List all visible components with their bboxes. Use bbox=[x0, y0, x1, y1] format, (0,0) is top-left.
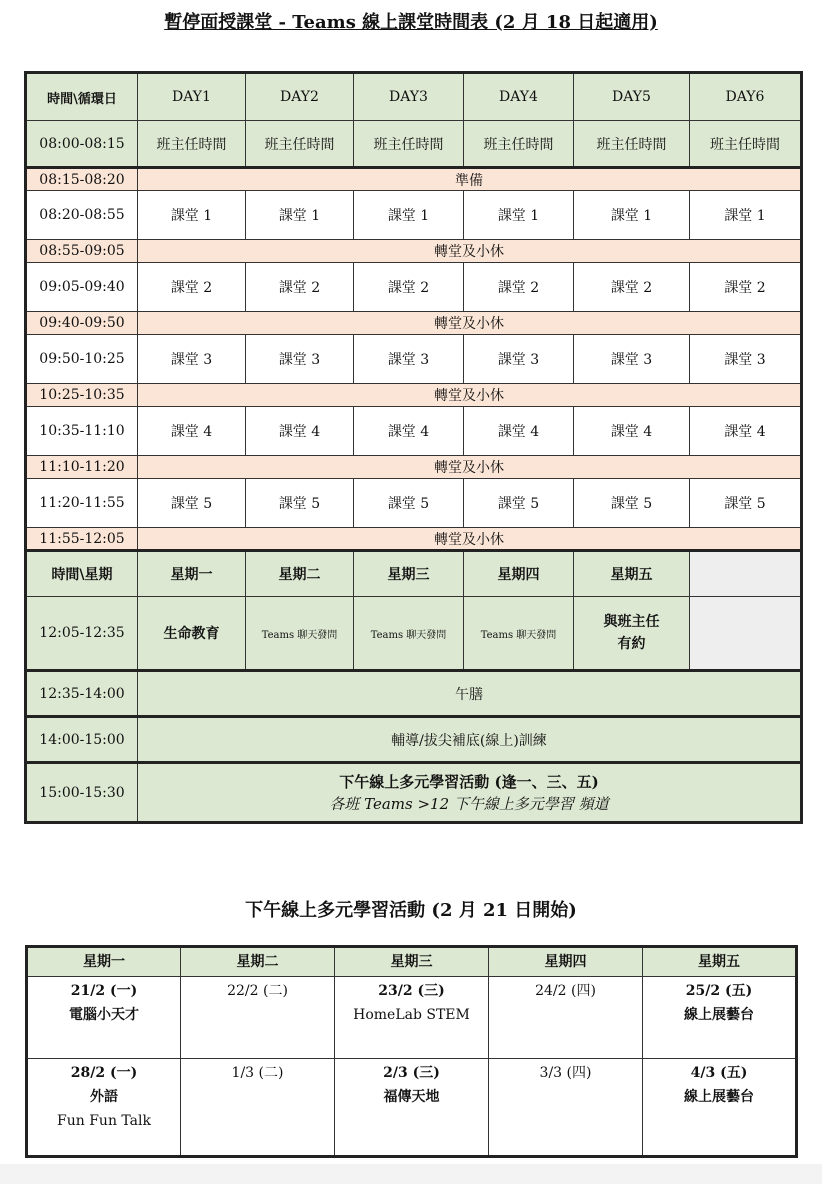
homeroom-cell: 班主任時間 bbox=[690, 121, 802, 168]
activities-header-row bbox=[27, 947, 797, 977]
lesson-cell: 課堂 5 bbox=[354, 479, 464, 528]
header-cell: 時間\星期 bbox=[26, 551, 138, 597]
activity-name: HomeLab STEM bbox=[353, 1007, 470, 1023]
activity-date: 3/3 (四) bbox=[539, 1065, 592, 1081]
header-cell: 星期二 bbox=[181, 947, 335, 977]
activities-table bbox=[25, 945, 798, 1158]
lesson-cell: 課堂 1 bbox=[464, 191, 574, 240]
time-cell: 09:50-10:25 bbox=[26, 335, 138, 384]
lesson-cell: 課堂 1 bbox=[690, 191, 802, 240]
lesson-row bbox=[26, 335, 802, 384]
lunch-cell: 午膳 bbox=[138, 671, 802, 717]
lesson-cell: 課堂 2 bbox=[354, 263, 464, 312]
noon-monday-cell: 生命教育 bbox=[138, 597, 246, 671]
header-cell: DAY6 bbox=[690, 73, 802, 121]
activity-day-cell bbox=[335, 977, 489, 1059]
lesson-cell: 課堂 3 bbox=[354, 335, 464, 384]
activity-day-cell bbox=[335, 1059, 489, 1157]
activity-date: 21/2 (一) bbox=[70, 983, 138, 999]
activity-row bbox=[26, 763, 802, 823]
activity-day-cell bbox=[643, 1059, 797, 1157]
time-cell: 08:20-08:55 bbox=[26, 191, 138, 240]
time-cell: 12:35-14:00 bbox=[26, 671, 138, 717]
activity-date: 2/3 (三) bbox=[383, 1065, 440, 1081]
homeroom-row bbox=[26, 121, 802, 168]
time-cell: 15:00-15:30 bbox=[26, 763, 138, 823]
lesson-cell: 課堂 2 bbox=[246, 263, 354, 312]
header-cell: 星期四 bbox=[464, 551, 574, 597]
header-cell: 星期三 bbox=[354, 551, 464, 597]
header-cell: 星期一 bbox=[27, 947, 181, 977]
lesson-row bbox=[26, 479, 802, 528]
noon-friday-cell bbox=[574, 597, 690, 671]
weekday-header-row bbox=[26, 551, 802, 597]
activity-day-cell bbox=[181, 977, 335, 1059]
activities-week-row bbox=[27, 1059, 797, 1157]
activity-day-cell bbox=[489, 1059, 643, 1157]
lesson-cell: 課堂 3 bbox=[574, 335, 690, 384]
header-cell: 星期一 bbox=[138, 551, 246, 597]
header-cell: DAY5 bbox=[574, 73, 690, 121]
lesson-cell: 課堂 1 bbox=[574, 191, 690, 240]
header-cell: 星期五 bbox=[574, 551, 690, 597]
time-cell: 11:10-11:20 bbox=[26, 456, 138, 479]
break-cell: 轉堂及小休 bbox=[138, 312, 802, 335]
noon-row bbox=[26, 597, 802, 671]
header-cell: DAY1 bbox=[138, 73, 246, 121]
lesson-cell: 課堂 5 bbox=[690, 479, 802, 528]
lesson-row bbox=[26, 191, 802, 240]
time-cell: 10:35-11:10 bbox=[26, 407, 138, 456]
noon-tuesday-cell: Teams 聊天發問 bbox=[246, 597, 354, 671]
activity-date: 25/2 (五) bbox=[685, 983, 753, 999]
lesson-cell: 課堂 2 bbox=[574, 263, 690, 312]
time-cell: 10:25-10:35 bbox=[26, 384, 138, 407]
activity-name: 福傳天地 bbox=[383, 1089, 440, 1105]
noon-friday-line1: 與班主任 bbox=[603, 614, 660, 630]
break-row bbox=[26, 456, 802, 479]
activity-day-cell bbox=[489, 977, 643, 1059]
time-cell: 12:05-12:35 bbox=[26, 597, 138, 671]
header-cell: 時間\循環日 bbox=[26, 73, 138, 121]
time-cell: 08:55-09:05 bbox=[26, 240, 138, 263]
break-row bbox=[26, 528, 802, 551]
activity-name: 線上展藝台 bbox=[684, 1089, 754, 1105]
tutoring-row bbox=[26, 717, 802, 763]
activities-title: 下午線上多元學習活動 (2 月 21 日開始) bbox=[245, 900, 577, 921]
break-row bbox=[26, 312, 802, 335]
lesson-cell: 課堂 4 bbox=[246, 407, 354, 456]
lesson-cell: 課堂 5 bbox=[246, 479, 354, 528]
prep-row bbox=[26, 168, 802, 191]
lesson-cell: 課堂 4 bbox=[138, 407, 246, 456]
activities-week-row bbox=[27, 977, 797, 1059]
activity-date: 23/2 (三) bbox=[378, 983, 445, 999]
header-cell: 星期四 bbox=[489, 947, 643, 977]
empty-cell bbox=[690, 551, 802, 597]
header-cell: DAY3 bbox=[354, 73, 464, 121]
lesson-cell: 課堂 4 bbox=[574, 407, 690, 456]
prep-cell: 準備 bbox=[138, 168, 802, 191]
lunch-row bbox=[26, 671, 802, 717]
header-cell: 星期五 bbox=[643, 947, 797, 977]
break-row bbox=[26, 384, 802, 407]
lesson-cell: 課堂 3 bbox=[246, 335, 354, 384]
activity-date: 1/3 (二) bbox=[231, 1065, 284, 1081]
timetable-header-row bbox=[26, 73, 802, 121]
activity-line1: 下午線上多元學習活動 (逢一、三、五) bbox=[339, 772, 599, 791]
homeroom-cell: 班主任時間 bbox=[246, 121, 354, 168]
activity-day-cell bbox=[27, 977, 181, 1059]
lesson-cell: 課堂 4 bbox=[690, 407, 802, 456]
lesson-cell: 課堂 2 bbox=[690, 263, 802, 312]
lesson-cell: 課堂 4 bbox=[464, 407, 574, 456]
lesson-cell: 課堂 3 bbox=[138, 335, 246, 384]
homeroom-cell: 班主任時間 bbox=[464, 121, 574, 168]
lesson-cell: 課堂 1 bbox=[138, 191, 246, 240]
time-cell: 11:55-12:05 bbox=[26, 528, 138, 551]
time-cell: 09:05-09:40 bbox=[26, 263, 138, 312]
activity-line2: 各班 Teams >12 下午線上多元學習 頻道 bbox=[329, 794, 609, 813]
break-cell: 轉堂及小休 bbox=[138, 528, 802, 551]
activity-name: 電腦小天才 bbox=[69, 1007, 139, 1023]
lesson-cell: 課堂 3 bbox=[690, 335, 802, 384]
break-cell: 轉堂及小休 bbox=[138, 240, 802, 263]
break-row bbox=[26, 240, 802, 263]
activity-date: 22/2 (二) bbox=[227, 983, 288, 999]
time-cell: 09:40-09:50 bbox=[26, 312, 138, 335]
lesson-cell: 課堂 5 bbox=[138, 479, 246, 528]
header-cell: DAY4 bbox=[464, 73, 574, 121]
activity-date: 24/2 (四) bbox=[535, 983, 596, 999]
noon-wednesday-cell: Teams 聊天發問 bbox=[354, 597, 464, 671]
lesson-row bbox=[26, 407, 802, 456]
timetable bbox=[24, 71, 803, 824]
header-cell: DAY2 bbox=[246, 73, 354, 121]
activity-cell bbox=[138, 763, 802, 823]
time-cell: 14:00-15:00 bbox=[26, 717, 138, 763]
lesson-row bbox=[26, 263, 802, 312]
time-cell: 11:20-11:55 bbox=[26, 479, 138, 528]
lesson-cell: 課堂 1 bbox=[354, 191, 464, 240]
lesson-cell: 課堂 2 bbox=[464, 263, 574, 312]
activity-name: 線上展藝台 bbox=[684, 1007, 754, 1023]
time-cell: 08:00-08:15 bbox=[26, 121, 138, 168]
lesson-cell: 課堂 5 bbox=[574, 479, 690, 528]
activity-date: 4/3 (五) bbox=[690, 1065, 748, 1081]
page-title: 暫停面授課堂 - Teams 線上課堂時間表 (2 月 18 日起適用) bbox=[164, 12, 658, 33]
empty-cell bbox=[690, 597, 802, 671]
tutoring-cell: 輔導/拔尖補底(線上)訓練 bbox=[138, 717, 802, 763]
lesson-cell: 課堂 5 bbox=[464, 479, 574, 528]
time-cell: 08:15-08:20 bbox=[26, 168, 138, 191]
page-bottom-strip bbox=[0, 1164, 822, 1184]
header-cell: 星期三 bbox=[335, 947, 489, 977]
homeroom-cell: 班主任時間 bbox=[138, 121, 246, 168]
activity-day-cell bbox=[27, 1059, 181, 1157]
noon-friday-line2: 有約 bbox=[617, 636, 646, 652]
lesson-cell: 課堂 4 bbox=[354, 407, 464, 456]
activity-name: Fun Fun Talk bbox=[57, 1113, 151, 1129]
break-cell: 轉堂及小休 bbox=[138, 384, 802, 407]
activity-date: 28/2 (一) bbox=[70, 1065, 138, 1081]
lesson-cell: 課堂 1 bbox=[246, 191, 354, 240]
homeroom-cell: 班主任時間 bbox=[354, 121, 464, 168]
homeroom-cell: 班主任時間 bbox=[574, 121, 690, 168]
lesson-cell: 課堂 2 bbox=[138, 263, 246, 312]
noon-thursday-cell: Teams 聊天發問 bbox=[464, 597, 574, 671]
activity-day-cell bbox=[181, 1059, 335, 1157]
activity-day-cell bbox=[643, 977, 797, 1059]
break-cell: 轉堂及小休 bbox=[138, 456, 802, 479]
lesson-cell: 課堂 3 bbox=[464, 335, 574, 384]
activity-name: 外語 bbox=[90, 1089, 118, 1105]
header-cell: 星期二 bbox=[246, 551, 354, 597]
